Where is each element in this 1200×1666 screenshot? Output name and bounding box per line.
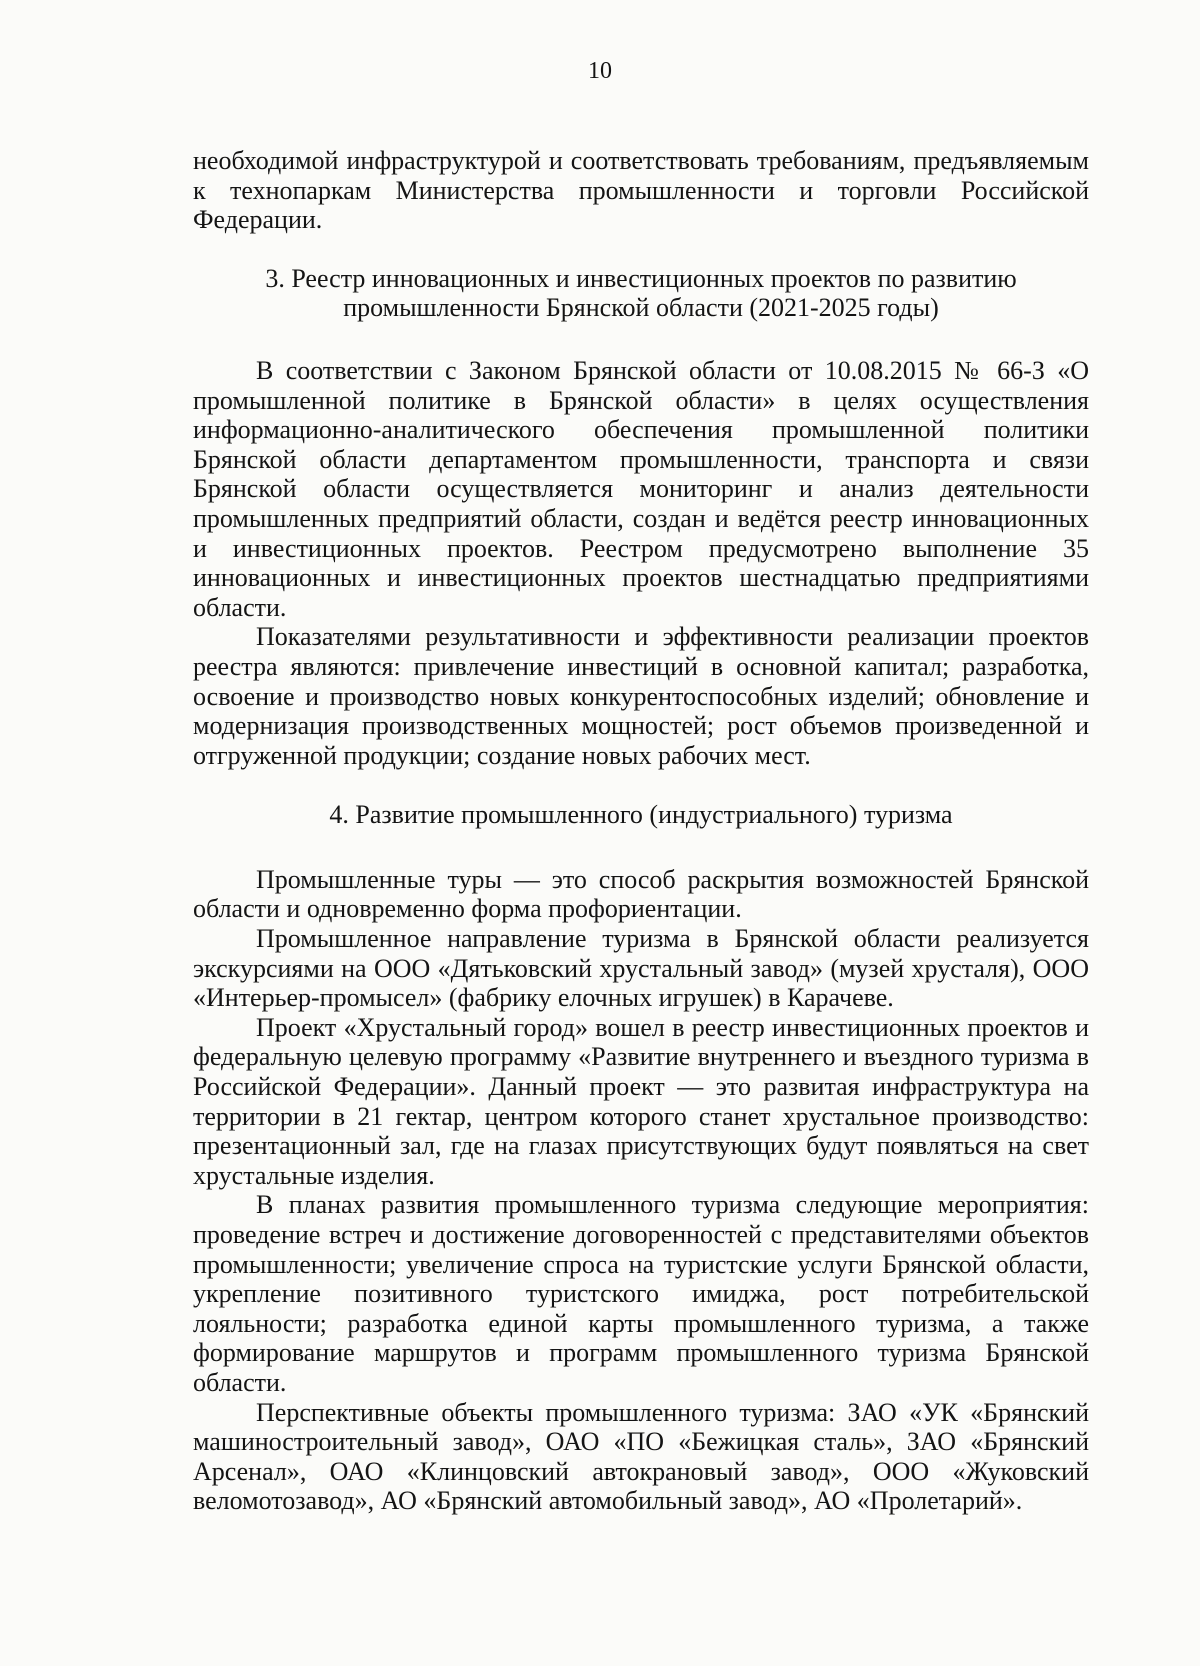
paragraph-industrial-tours: Промышленные туры — это способ раскрытия возможностей Брянской области и одновременно форма профориентации.	[193, 864, 1089, 924]
section-heading-3-line-2: промышленности Брянской области (2021-2025 годы)	[343, 293, 939, 323]
paragraph-prospective-objects: Перспективные объекты промышленного туризма: ЗАО «УК «Брянский машиностроительный завод», ОАО «ПО «Бежицкая сталь», ЗАО «Брянский Арсенал», ОАО «Клинцовский автокрановый завод», ООО «Жуковский веломотозавод», АО «Брянский автомобильный завод», АО «Пролетарий».	[193, 1397, 1089, 1516]
paragraph-tourism-direction: Промышленное направление туризма в Брянской области реализуется экскурсиями на ООО «Дятьковский хрустальный завод» (музей хрусталя), ООО «Интерьер-промысел» (фабрику елочных игрушек) в Карачеве.	[193, 924, 1089, 1013]
page-number: 10	[588, 58, 612, 84]
page-content	[193, 146, 1089, 1516]
section-heading-3-line-1: 3. Реестр инновационных и инвестиционных проектов по развитию	[265, 263, 1017, 293]
paragraph-crystal-city: Проект «Хрустальный город» вошел в реестр инвестиционных проектов и федеральную целевую программу «Развитие внутреннего и въездного туризма в Российской Федерации». Данный проект — это развитая инфраструктура на территории в 21 гектар, центром которого станет хрустальное производство: презентационный зал, где на глазах присутствующих будут появляться на свет хрустальные изделия.	[193, 1012, 1089, 1190]
section-heading-4: 4. Развитие промышленного (индустриального) туризма	[329, 800, 953, 830]
paragraph-infrastructure: необходимой инфраструктурой и соответствовать требованиям, предъявляемым к технопаркам Министерства промышленности и торговли Российской Федерации.	[193, 146, 1089, 235]
paragraph-registry-law: В соответствии с Законом Брянской области от 10.08.2015 № 66-З «О промышленной политике в Брянской области» в целях осуществления информационно-аналитического обеспечения промышленной политики Брянской области департаментом промышленности, транспорта и связи Брянской области осуществляется мониторинг и анализ деятельности промышленных предприятий области, создан и ведётся реестр инновационных и инвестиционных проектов. Реестром предусмотрено выполнение 35 инновационных и инвестиционных проектов шестнадцатью предприятиями области.	[193, 355, 1089, 622]
paragraph-registry-indicators: Показателями результативности и эффективности реализации проектов реестра являются: привлечение инвестиций в основной капитал; разработка, освоение и производство новых конкурентоспособных изделий; обновление и модернизация производственных мощностей; рост объемов произведенной и отгруженной продукции; создание новых рабочих мест.	[193, 622, 1089, 770]
section-heading-3	[193, 264, 1089, 323]
paragraph-tourism-plans: В планах развития промышленного туризма следующие мероприятия: проведение встреч и достижение договоренностей с представителями объектов промышленности; увеличение спроса на туристские услуги Брянской области, укрепление позитивного туристского имиджа, рост потребительской лояльности; разработка единой карты промышленного туризма, а также формирование маршрутов и программ промышленного туризма Брянской области.	[193, 1190, 1089, 1397]
